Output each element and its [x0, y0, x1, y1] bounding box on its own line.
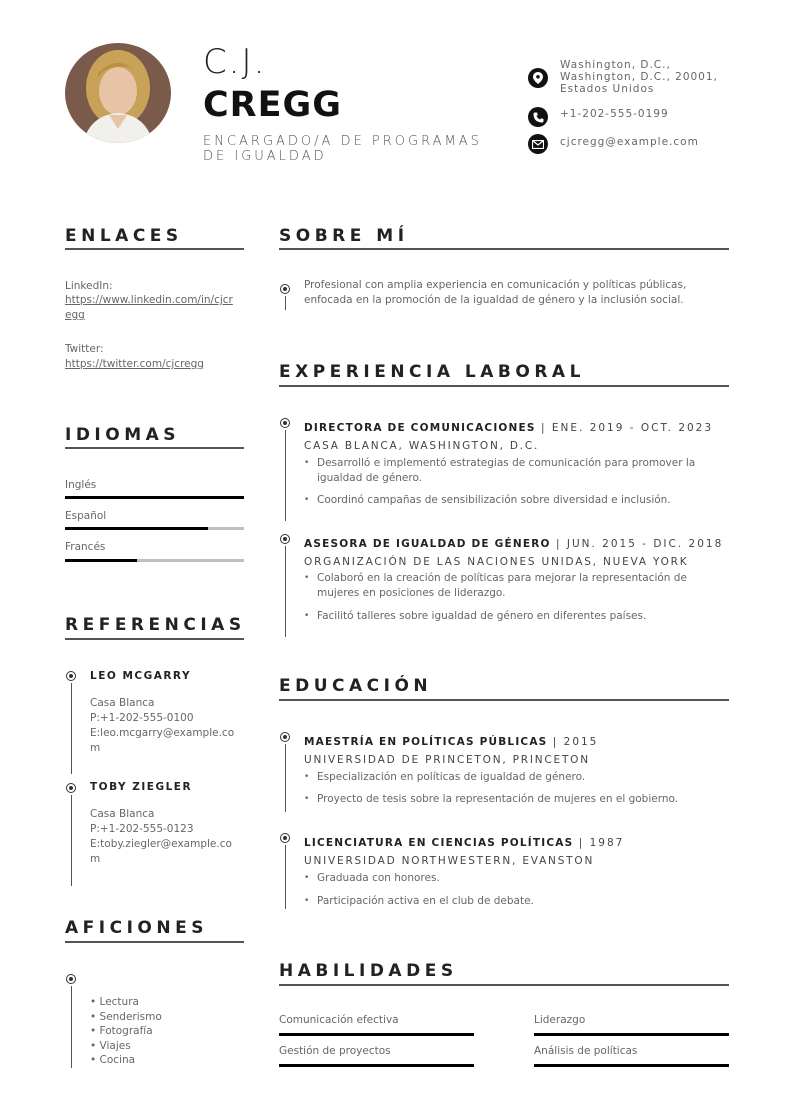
- location-pin-icon: [528, 68, 548, 88]
- degree-year: | 2015: [547, 736, 599, 748]
- education-divider: [279, 699, 729, 701]
- about-heading: SOBRE MÍ: [279, 226, 409, 246]
- timeline-dot: [280, 732, 290, 742]
- first-name: C.J.: [203, 42, 267, 82]
- reference-name: TOBY ZIEGLER: [90, 781, 193, 793]
- email-address[interactable]: cjcregg@example.com: [560, 136, 699, 148]
- timeline-dot: [66, 671, 76, 681]
- envelope-icon: [528, 134, 548, 154]
- timeline-line: [285, 296, 286, 310]
- job-dates: | JUN. 2015 - DIC. 2018: [550, 538, 724, 550]
- hobbies-list: [90, 995, 162, 1068]
- education-bullet: • Graduada con honores.: [317, 871, 717, 886]
- bullet-line: Desarrolló e implementó estrategias de comunicación para promover la: [317, 457, 696, 469]
- education-header: [304, 831, 624, 850]
- phone-number[interactable]: +1-202-555-0199: [560, 108, 669, 120]
- hobby-item: • Fotografía: [90, 1025, 153, 1037]
- skills-heading: HABILIDADES: [279, 961, 458, 981]
- linkedin-label: LinkedIn:: [65, 280, 113, 292]
- timeline-dot: [66, 783, 76, 793]
- language-level-fill: [65, 527, 208, 530]
- job-header: [304, 416, 713, 435]
- experience-divider: [279, 385, 729, 387]
- job-bullet: • Desarrolló e implementó estrategias de comunicación para promover la igualdad de género.: [317, 456, 717, 486]
- hobby-item: • Senderismo: [90, 1010, 162, 1023]
- education-header: [304, 730, 598, 749]
- job-bullet: • Colaboró en la creación de políticas para mejorar la representación de mujeres en posiciones de liderazgo.: [317, 571, 717, 601]
- about-line: enfocada en la promoción de la igualdad de género y la inclusión social.: [304, 294, 684, 306]
- phone-icon: [528, 107, 548, 127]
- education-heading: EDUCACIÓN: [279, 676, 433, 696]
- timeline-dot: [280, 534, 290, 544]
- degree-year: | 1987: [573, 837, 625, 849]
- references-heading: REFERENCIAS: [65, 615, 246, 635]
- linkedin-link[interactable]: [65, 293, 233, 323]
- languages-divider: [65, 447, 244, 449]
- degree-title: LICENCIATURA EN CIENCIAS POLÍTICAS: [304, 837, 574, 849]
- links-heading: ENLACES: [65, 226, 183, 246]
- hobbies-divider: [65, 941, 244, 943]
- languages-heading: IDIOMAS: [65, 425, 181, 445]
- bullet-line: Graduada con honores.: [317, 872, 440, 884]
- language-level-fill: [65, 496, 244, 499]
- twitter-label: Twitter:: [65, 343, 104, 355]
- linkedin-link-line-1[interactable]: https://www.linkedin.com/in/cjcr: [65, 294, 233, 306]
- profile-photo: [65, 43, 171, 143]
- job-organization: ORGANIZACIÓN DE LAS NACIONES UNIDAS, NUEVA YORK: [304, 556, 689, 568]
- timeline-line: [285, 430, 286, 521]
- job-organization: CASA BLANCA, WASHINGTON, D.C.: [304, 440, 540, 452]
- education-bullet: • Especialización en políticas de igualdad de género.: [317, 770, 717, 785]
- language-level-bar: [65, 559, 244, 562]
- skill-name: Análisis de políticas: [534, 1045, 638, 1057]
- job-title-line-1: ENCARGADO/A DE PROGRAMAS: [203, 134, 482, 149]
- links-divider: [65, 248, 244, 250]
- job-title: [203, 134, 513, 164]
- reference-org: Casa Blanca: [90, 697, 155, 709]
- timeline-line: [285, 845, 286, 909]
- language-name: Español: [65, 510, 107, 522]
- about-line: Profesional con amplia experiencia en comunicación y políticas públicas,: [304, 279, 687, 291]
- about-text: [304, 278, 686, 308]
- hobbies-heading: AFICIONES: [65, 918, 208, 938]
- hobby-item: • Viajes: [90, 1039, 131, 1052]
- linkedin-link-line-2[interactable]: egg: [65, 309, 85, 321]
- skill-name: Gestión de proyectos: [279, 1045, 391, 1057]
- timeline-dot: [280, 833, 290, 843]
- reference-details: [90, 807, 232, 867]
- last-name: CREGG: [203, 85, 343, 125]
- address: [560, 59, 718, 95]
- job-bullet: • Coordinó campañas de sensibilización sobre diversidad e inclusión.: [317, 493, 717, 508]
- bullet-line: igualdad de género.: [317, 472, 423, 484]
- degree-title: MAESTRÍA EN POLÍTICAS PÚBLICAS: [304, 736, 548, 748]
- hobby-item: • Lectura: [90, 996, 139, 1008]
- timeline-dot: [66, 974, 76, 984]
- job-dates: | ENE. 2019 - OCT. 2023: [535, 422, 714, 434]
- bullet-line: Especialización en políticas de igualdad de género.: [317, 771, 586, 783]
- language-name: Inglés: [65, 479, 97, 491]
- timeline-dot: [280, 284, 290, 294]
- skill-bar: [279, 1033, 474, 1036]
- experience-heading: EXPERIENCIA LABORAL: [279, 362, 585, 382]
- skill-bar: [279, 1064, 474, 1067]
- job-title-line-2: DE IGUALDAD: [203, 149, 327, 164]
- address-line-2: Washington, D.C., 20001,: [560, 71, 718, 83]
- skill-name: Liderazgo: [534, 1014, 586, 1026]
- education-bullet: • Proyecto de tesis sobre la representación de mujeres en el gobierno.: [317, 792, 717, 807]
- institution: UNIVERSIDAD NORTHWESTERN, EVANSTON: [304, 855, 595, 867]
- bullet-line: mujeres en posiciones de liderazgo.: [317, 587, 506, 599]
- education-bullet: • Participación activa en el club de debate.: [317, 894, 717, 909]
- language-name: Francés: [65, 541, 106, 553]
- bullet-line: Proyecto de tesis sobre la representación de mujeres en el gobierno.: [317, 793, 679, 805]
- reference-details: [90, 696, 234, 756]
- reference-name: LEO MCGARRY: [90, 670, 192, 682]
- reference-org: Casa Blanca: [90, 808, 155, 820]
- bullet-line: Coordinó campañas de sensibilización sobre diversidad e inclusión.: [317, 494, 671, 506]
- language-level-bar: [65, 527, 244, 530]
- reference-email: E:leo.mcgarry@example.co: [90, 727, 235, 739]
- timeline-line: [285, 744, 286, 812]
- skill-bar: [534, 1064, 729, 1067]
- job-bullet: • Facilitó talleres sobre igualdad de género en diferentes países.: [317, 609, 717, 624]
- reference-phone: P:+1-202-555-0100: [90, 712, 194, 724]
- skill-name: Comunicación efectiva: [279, 1014, 399, 1026]
- timeline-line: [285, 546, 286, 637]
- reference-email-cont: m: [90, 853, 101, 865]
- job-position: ASESORA DE IGUALDAD DE GÉNERO: [304, 538, 551, 550]
- bullet-line: Colaboró en la creación de políticas para mejorar la representación de: [317, 572, 687, 584]
- skills-divider: [279, 984, 729, 986]
- reference-email: E:toby.ziegler@example.co: [90, 838, 232, 850]
- bullet-line: Participación activa en el club de debate.: [317, 895, 534, 907]
- institution: UNIVERSIDAD DE PRINCETON, PRINCETON: [304, 754, 590, 766]
- bullet-line: Facilitó talleres sobre igualdad de género en diferentes países.: [317, 610, 647, 622]
- twitter-link[interactable]: https://twitter.com/cjcregg: [65, 358, 204, 370]
- about-divider: [279, 248, 729, 250]
- address-line-3: Estados Unidos: [560, 83, 655, 95]
- reference-phone: P:+1-202-555-0123: [90, 823, 194, 835]
- timeline-line: [71, 986, 72, 1068]
- reference-email-cont: m: [90, 742, 101, 754]
- timeline-dot: [280, 418, 290, 428]
- job-position: DIRECTORA DE COMUNICACIONES: [304, 422, 536, 434]
- job-header: [304, 532, 723, 551]
- address-line-1: Washington, D.C.,: [560, 59, 671, 71]
- references-divider: [65, 638, 244, 640]
- timeline-line: [71, 683, 72, 774]
- language-level-fill: [65, 559, 137, 562]
- skill-bar: [534, 1033, 729, 1036]
- hobby-item: • Cocina: [90, 1054, 136, 1066]
- timeline-line: [71, 795, 72, 886]
- language-level-bar: [65, 496, 244, 499]
